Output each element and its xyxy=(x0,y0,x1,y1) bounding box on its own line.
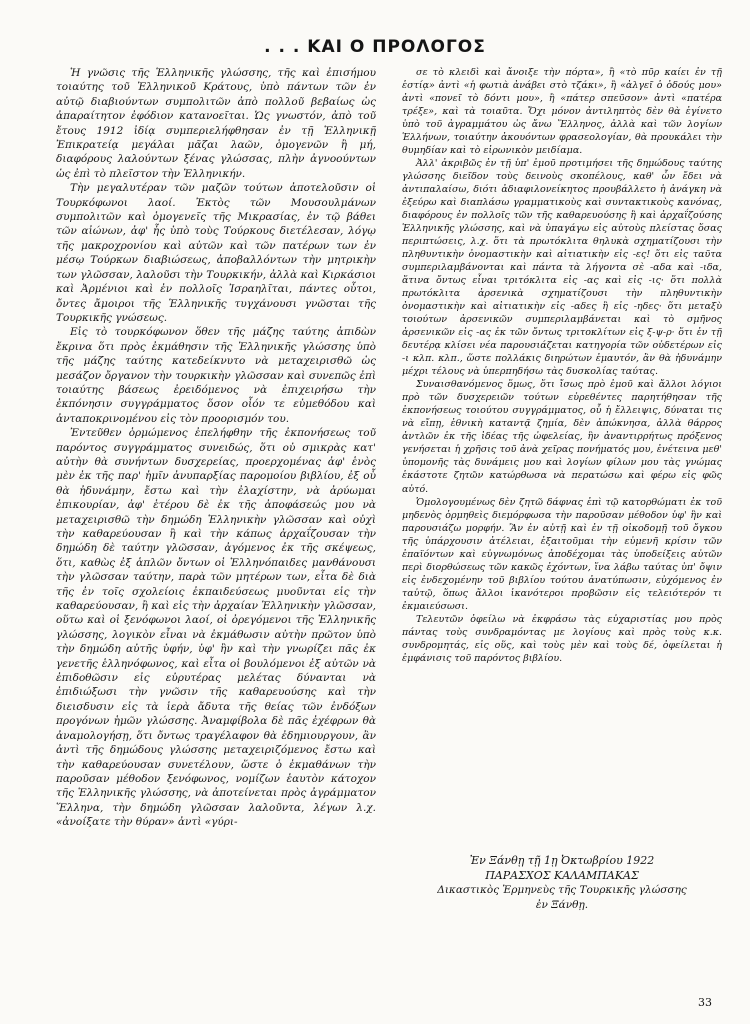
right-column xyxy=(402,66,722,666)
signature-name: ΠΑΡΑΣΧΟΣ ΚΑΛΑΜΠΑΚΑΣ xyxy=(485,869,639,882)
paragraph: Ὁμολογουμένως δὲν ζητῶ δάφνας ἐπὶ τῷ κατορθώματι ἐκ τοῦ μηδενὸς ὁρμηθεὶς διεμόρφωσα τὴν παροῦσαν μέθοδον ὑφ' ἣν καὶ παρουσιάζω μορφήν. Ἂν ἐν αὐτῇ καὶ ἐν τῇ οἰκοδομῇ τοῦ ὄγκου τῆς ὑπάρχουσιν ἀτέλειαι, ἐξαιτοῦμαι τὴν εὐμενῆ κρίσιν τῶν ἐπαϊόντων καὶ εὐγνωμόνως ἀποδέχομαι τὰς ὑποδείξεις αὐτῶν περὶ διορθώσεως τῶν κακῶς ἐχόντων, ἵνα λάβω ταύτας ὑπ' ὄψιν εἰς ἐνδεχομένην τοῦ βιβλίου τούτου ἀνατύπωσιν, εὐχόμενος ἐν ταὐτῷ, ὅπως ἄλλοι ἱκανότεροι προβῶσιν εἰς τελειότερόν τι ἐκμαιεύσωσι. xyxy=(402,496,722,612)
signature-role: Δικαστικὸς Ἑρμηνεὺς τῆς Τουρκικῆς γλώσσης xyxy=(437,884,687,896)
signature-block xyxy=(402,853,722,913)
page-title: . . . ΚΑΙ Ο ΠΡΟΛΟΓΟΣ xyxy=(264,37,486,57)
page-number: 33 xyxy=(698,996,712,1009)
paragraph: Τὴν μεγαλυτέραν τῶν μαζῶν τούτων ἀποτελοῦσιν οἱ Τουρκόφωνοι λαοί. Ἐκτὸς τῶν Μουσουλμάνων συμπολιτῶν καὶ ὁμογενεῖς τῆς Μικρασίας, ἐν τῷ βάθει τῶν αἰώνων, ἀφ' ἧς ὑπὸ τοὺς Τούρκους διετέλεσαν, λόγῳ τῆς μακροχρονίου καὶ αὐτῶν καὶ τῶν πατέρων των ἐν μέσῳ Τούρκων διαβιώσεως, ἀποβαλλόντων τὴν μητρικὴν των γλῶσσαν, λαλοῦσι τὴν Τουρκικήν, ἀλλὰ καὶ Κιρκάσιοι καὶ Ἀρμένιοι καὶ ἐν πολλοῖς Ἰσραηλῖται, πάντες οὗτοι, ὄντες ἄμοιροι τῆς Ἑλληνικῆς τυγχάνουσι γνῶσται τῆς Τουρκικῆς γνώσεως. xyxy=(56,182,376,324)
paragraph: Ἡ γνῶσις τῆς Ἑλληνικῆς γλώσσης, τῆς καὶ ἐπισήμου τοιαύτης τοῦ Ἑλληνικοῦ Κράτους, ὑπὸ πάντων τῶν ἐν αὐτῷ διαβιούντων συμπολιτῶν ἀπὸ πολλοῦ βεβαίως ὡς ἀπαραίτητον ἐφόδιον κατανοεῖται. Ὡς γνωστόν, ἀπὸ τοῦ ἔτους 1912 ἰδίᾳ συμπεριελήφθησαν ἐν τῇ Ἑλληνικῇ Ἐπικρατείᾳ μεγάλαι μᾶζαι λαῶν, ὁμογενῶν ἢ μή, διαφόρους λαλούντων ξένας γλώσσας, πλὴν ἀγνοούντων ὡς ἐπὶ τὸ πλεῖστον τὴν Ἑλληνικήν. xyxy=(56,67,376,180)
paragraph: σε τὸ κλειδὶ καὶ ἄνοιξε τὴν πόρτα», ἢ «τὸ πῦρ καίει ἐν τῇ ἑστίᾳ» ἀντὶ «ἡ φωτιὰ ἀνάβει στὸ τζάκι», ἢ «ἀλγεῖ ὁ ὀδούς μου» ἀντὶ «πονεῖ τὸ δόντι μου», ἢ «πάτερ σπεῦσον» ἀντὶ «πατέρα τρέξε», καὶ τὰ τοιαῦτα. Ὄχι μόνον ἀντιληπτὸς δὲν θὰ ἐγίνετο ὑπὸ τοῦ ἀγραμμάτου ὡς ἄνω Ἕλληνος, ἀλλὰ καὶ τῶν λογίων Ἑλλήνων, τοιαύτην ἀκουόντων φρασεολογίαν, θὰ προυκάλει τὴν θυμηδίαν καὶ τὸ εἰρωνικὸν μειδίαμα. xyxy=(402,67,722,157)
paragraph: Εἰς τὸ τουρκόφωνον ὅθεν τῆς μάζης ταύτης ἀπιδὼν ἔκρινα ὅτι πρὸς ἐκμάθησιν τῆς Ἑλληνικῆς γλώσσης ὑπὸ τῆς μάζης ταύτης κατεδείκνυτο νὰ μεταχειρισθῶ ὡς μεσάζον ὄργανον τὴν τουρκικὴν γλῶσσαν καὶ συνεπῶς ἐπὶ τοιαύτης βάσεως ἐρειδόμενος νὰ ἐπιχειρήσω τὴν ἐκπόνησιν συγγράμματος ὅσον οἷόν τε εὐμεθόδου καὶ ἀνταποκρινομένου εἰς τὸν προορισμόν του. xyxy=(56,326,376,425)
signature-location: ἐν Ξάνθῃ. xyxy=(535,899,589,911)
paragraph: Ἐντεῦθεν ὁρμώμενος ἐπελήφθην τῆς ἐκπονήσεως τοῦ παρόντος συγγράμματος συνειδώς, ὅτι οὐ σμικρὰς κατ' αὐτὴν θὰ συνήντων δυσχερείας, προερχομένας ἀφ' ἑνὸς μὲν ἐκ τῆς παρ' ἡμῖν ἀνυπαρξίας παρομοίου βιβλίου, ἐξ οὗ θὰ ἠδυνάμην, ἔστω καὶ τὴν ἐλαχίστην, νὰ ἀρύωμαι ἐπικουρίαν, ἀφ' ἑτέρου δὲ ἐκ τῆς ἀποφάσεώς μου νὰ μεταχειρισθῶ τὴν δημώδη Ἑλληνικὴν γλῶσσαν καὶ οὐχὶ τὴν καθαρεύουσαν ἢ καὶ τὴν κάπως ἀρχαΐζουσαν τὴν δημώδη δὲ ταύτην γλῶσσαν, ἀγόμενος ἐκ τῆς σκέψεως, ὅτι, καθὼς ἐξ ἁπλῶν ὄντων οἱ Ἑλληνόπαιδες μανθάνουσι τὴν γλῶσσαν ταύτην, παρὰ τῶν μητέρων των, εἶτα δὲ διὰ τῆς ἐν τοῖς σχολείοις ἐκπαιδεύσεως μυοῦνται εἰς τὴν καθαρεύουσαν, ἢ καὶ εἰς τὴν ἀρχαίαν Ἑλληνικὴν γλῶσσαν, οὕτω καὶ οἱ ξενόφωνοι λαοί, οἱ ὀρεγόμενοι τῆς Ἑλληνικῆς γλώσσης, λογικὸν εἶναι νὰ ἐκμάθωσιν αὐτὴν πρῶτον ὑπὸ τὴν δημώδη αὐτῆς ὑφήν, ὑφ' ἣν καὶ τὴν γνωρίζει πᾶς ἐκ γενετῆς ἑλληνόφωνος, καὶ εἶτα οἱ βουλόμενοι ἐξ αὐτῶν νὰ ἐπιδοθῶσιν εἰς εὐρυτέρας μελέτας δύνανται νὰ ἐπιδιώξωσι τὴν γνῶσιν τῆς καθαρευούσης καὶ τὴν διεισδυσιν εἰς τὰ ἱερὰ ἄδυτα τῆς θείας τῶν ἐνδόξων προγόνων ἡμῶν γλώσσης. Ἀναμφίβολα δὲ πᾶς ἐχέφρων θὰ ἀναμολογήσῃ, ὅτι ὄντως τραγέλαφον θὰ ἐδημιουργουν, ἂν ἀντὶ τῆς δημώδους γλώσσης μεταχειριζόμενος ἔστω καὶ τὴν καθαρεύουσαν συνετέλουν, ὥστε ὁ ἐκμαθάνων τὴν παροῦσαν μέθοδον ξενόφωνος, νομίζων ἑαυτὸν κάτοχον τῆς Ἑλληνικῆς γλώσσης, νὰ ἀποτείνεται πρὸς ἀγράμματον Ἕλληνα, τὴν δημώδη γλῶσσαν λαλοῦντα, λέγων λ.χ. «ἀνοίξατε τὴν θύραν» ἀντὶ «γύρι- xyxy=(56,427,376,829)
paragraph: Τελευτῶν ὀφείλω νὰ ἐκφράσω τὰς εὐχαριστίας μου πρὸς πάντας τοὺς συνδραμόντας με λογίους καὶ πρὸς τοὺς κ.κ. συνδρομητάς, εἰς οὕς, καὶ τοὺς μὲν καὶ τοὺς δέ, ὀφείλεται ἡ ἐμφάνισις τοῦ παρόντος βιβλίου. xyxy=(402,613,722,664)
signature-place-date: Ἐν Ξάνθῃ τῇ 1ῃ Ὀκτωβρίου 1922 xyxy=(469,854,655,867)
left-column xyxy=(56,66,376,1006)
paragraph: Ἀλλ' ἀκριβῶς ἐν τῇ ὑπ' ἐμοῦ προτιμήσει τῆς δημώδους ταύτης γλώσσης διεῖδον τοὺς δεινοὺς σκοπέλους, καθ' ὧν ἔδει νὰ ἀντιπαλαίσω, διότι ἀδιαφιλονείκητος προυβάλλετο ἡ ἀνάγκη νὰ ἐξεύρω καὶ διαπλάσω γραμματικοὺς καὶ συντακτικοὺς κανόνας, διαφόρους ἐν πολλοῖς τῶν τῆς καθαρευούσης ἢ καὶ ἀρχαΐζούσης Ἑλληνικῆς γλώσσης, καὶ νὰ ὑπαγάγω εἰς αὐτοὺς πλείστας ὅσας περιπτώσεις, λ.χ. ὅτι τὰ πρωτόκλιτα θηλυκὰ σχηματίζουσι τὴν πληθυντικὴν ὀνομαστικὴν καὶ αἰτιατικὴν εἰς -ες! ὅτι εἰς ταῦτα συμπεριλαμβάνονται καὶ πάντα τὰ λήγοντα σὲ -αδα καὶ -ιδα, ἅτινα ὄντως εἶναι τριτόκλιτα εἰς -ας καὶ εἰς -ις· ὅτι πολλὰ πρωτόκλιτα ἀρσενικὰ σχηματίζουσι τὴν πληθυντικὴν ὀνομαστικὴν καὶ αἰτιατικὴν εἰς -αδες ἢ εἰς -ηδες· ὅτι μεταξὺ τοιούτων ἀρσενικῶν συμπεριλαμβάνεται καὶ τὸ σμῆνος ἀρσενικῶν εἰς -ας ἐκ τῶν ὄντως τριτοκλίτων εἰς ξ-ψ-ρ· ὅτι ἐν τῇ δευτέρᾳ κλίσει νέα παρουσιάζεται κατηγορία τῶν οὐδετέρων εἰς -ι κλπ. κλπ., ὥστε πολλάκις διηρώτων ἐμαυτόν, ἂν θὰ ἠδυνάμην μέχρι τέλους νὰ ὑπερπηδήσω τὰς δυσκολίας ταύτας. xyxy=(402,158,722,378)
paragraph: Συναισθανόμενος ὅμως, ὅτι ἴσως πρὸ ἐμοῦ καὶ ἄλλοι λόγιοι πρὸ τῶν δυσχερειῶν τούτων εὑρεθέντες παρητήθησαν τῆς ἐκπονήσεως τοιούτου συγγράμματος, οὗ ἡ ἔλλειψις, δύναται τις νὰ εἴπῃ, ἐθνικὴ καταντᾷ ζημία, δὲν ἀπώκνησα, ἀλλὰ θάρρος ἀντλῶν ἐκ τῆς ἰδέας τῆς ὠφελείας, ἣν ἀναντιρρήτως πρόξενος γενήσεται ἡ χρῆσις τοῦ ἀνὰ χεῖρας πονήματός μου, ἐνέτεινα μεθ' ὑπομονῆς τὰς δυνάμεις μου καὶ λογίων φίλων μου τὰς γνώμας ἑκάστοτε ζητῶν κατώρθωσα νὰ περατώσω καὶ φέρω εἰς φῶς αὐτό. xyxy=(402,379,722,495)
